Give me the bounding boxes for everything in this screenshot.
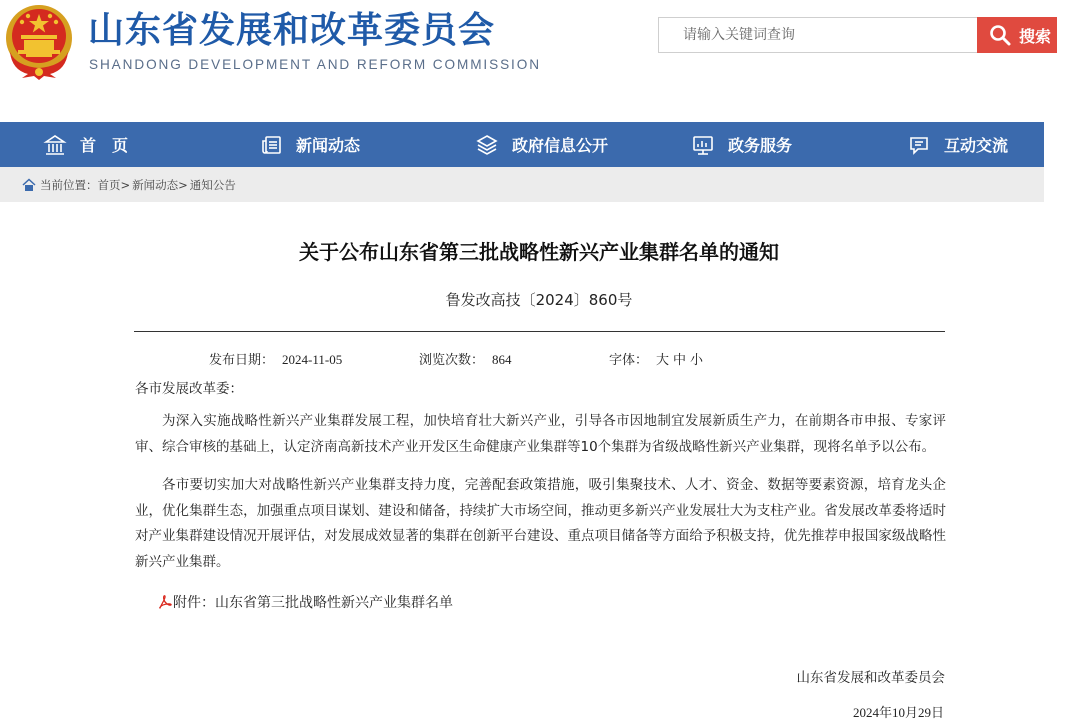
body-paragraph: 为深入实施战略性新兴产业集群发展工程，加快培育壮大新兴产业，引导各市因地制宜发展新质生产力，在前期各市申报、专家评审、综合审核的基础上，认定济南高新技术产业开发区生命健康产业集群等10个集群为省级战略性新兴产业集群，现将名单予以公布。 <box>135 413 946 455</box>
font-size-switcher <box>609 349 703 368</box>
view-count-label: 浏览次数： <box>419 353 485 368</box>
font-size-large[interactable]: 大 <box>656 353 670 368</box>
publish-date <box>209 349 342 368</box>
nav-item-services[interactable] <box>692 122 792 167</box>
nav-item-label: 新闻动态 <box>296 136 361 155</box>
font-size-small[interactable]: 小 <box>690 353 704 368</box>
nav-item-label: 互动交流 <box>944 136 1009 155</box>
breadcrumb-notices[interactable]: 通知公告 <box>189 177 236 192</box>
main-nav <box>0 122 1044 167</box>
view-count-value: 864 <box>492 352 512 367</box>
home-icon <box>22 178 36 192</box>
nav-item-home[interactable] <box>44 122 128 167</box>
nav-item-label: 政府信息公开 <box>512 136 609 155</box>
search-button-label: 搜索 <box>1019 26 1052 46</box>
breadcrumb <box>0 167 1044 202</box>
breadcrumb-home[interactable]: 首页 <box>97 177 121 192</box>
document-number: 鲁发改高技〔2024〕860号 <box>445 291 633 309</box>
attachment-link[interactable] <box>158 592 453 612</box>
nav-item-news[interactable] <box>260 122 360 167</box>
site-subtitle: SHANDONG DEVELOPMENT AND REFORM COMMISSION <box>89 57 541 72</box>
nav-item-label: 首 页 <box>80 136 129 155</box>
chat-icon <box>908 134 930 156</box>
view-count <box>419 349 512 368</box>
nav-item-interaction[interactable] <box>908 122 1008 167</box>
publish-date-value: 2024-11-05 <box>282 352 343 367</box>
breadcrumb-prefix: 当前位置： <box>40 177 98 192</box>
nav-item-gov-info[interactable] <box>476 122 608 167</box>
publish-date-label: 发布日期： <box>209 353 275 368</box>
breadcrumb-sep: > <box>178 177 188 192</box>
signature: 山东省发展和改革委员会 <box>796 670 945 686</box>
site-title: 山东省发展和改革委员会 <box>88 10 496 51</box>
news-icon <box>260 134 282 156</box>
site-header <box>0 0 1052 122</box>
breadcrumb-sep: > <box>120 177 131 192</box>
home-icon <box>44 134 66 156</box>
article-title: 关于公布山东省第三批战略性新兴产业集群名单的通知 <box>299 240 779 264</box>
body-paragraph: 各市要切实加大对战略性新兴产业集群支持力度，完善配套政策措施，吸引集聚技术、人才、资金、数据等要素资源，培育龙头企业，优化集群生态，加强重点项目谋划、建设和储备，持续扩大市场空间，推动更多新兴产业发展壮大为支柱产业。省发展改革委将适时对产业集群建设情况开展评估，对发展成效显著的集群在创新平台建设、重点项目储备等方面给予积极支持，优先推荐申报国家级战略性新兴产业集群。 <box>135 477 946 570</box>
search-input[interactable] <box>658 17 978 53</box>
salutation: 各市发展改革委： <box>135 381 243 397</box>
search-button[interactable] <box>977 17 1057 53</box>
font-size-label: 字体： <box>609 353 649 368</box>
national-emblem-icon <box>4 2 74 80</box>
attachment-label: 附件：山东省第三批战略性新兴产业集群名单 <box>173 595 453 611</box>
divider <box>134 331 945 332</box>
sign-date: 2024年10月29日 <box>852 705 944 720</box>
layers-icon <box>476 134 498 156</box>
font-size-medium[interactable]: 中 <box>673 353 687 368</box>
pdf-icon <box>158 594 172 610</box>
chart-icon <box>692 134 714 156</box>
breadcrumb-news[interactable]: 新闻动态 <box>132 177 179 192</box>
nav-item-label: 政务服务 <box>728 136 793 155</box>
search-icon <box>989 24 1011 46</box>
